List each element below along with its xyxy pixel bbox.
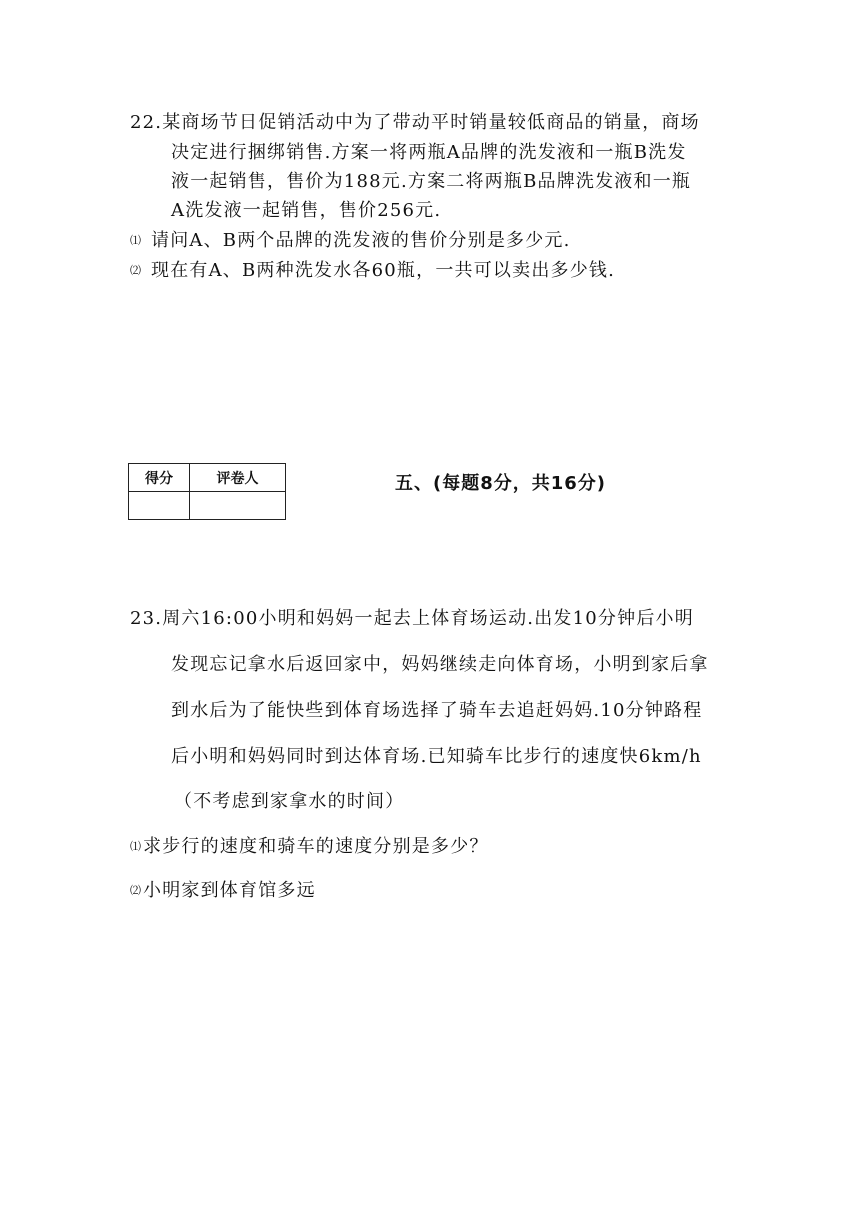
q22-line-3: 液一起销售，售价为188元.方案二将两瓶B品牌洗发液和一瓶	[171, 171, 692, 192]
q23-line-4: 后小明和妈妈同时到达体育场.已知骑车比步行的速度快6km/h	[171, 746, 702, 767]
q23-part-2-marker: ⑵	[130, 884, 141, 897]
q22-part-1-text: 请问A、B两个品牌的洗发液的售价分别是多少元.	[151, 230, 571, 251]
score-header: 得分	[129, 464, 190, 492]
q23-line-1: 23.周六16:00小明和妈妈一起去上体育场运动.出发10分钟后小明	[130, 608, 694, 629]
q22-line-1: 22.某商场节日促销活动中为了带动平时销量较低商品的销量，商场	[130, 112, 700, 133]
q23-part-2	[130, 876, 316, 902]
grader-header: 评卷人	[190, 464, 286, 492]
q22-part-2	[130, 256, 615, 282]
q23-part-1-marker: ⑴	[130, 840, 141, 853]
section-title: 五、(每题8分，共16分)	[395, 473, 607, 494]
q22-part-2-text: 现在有A、B两种洗发水各60瓶，一共可以卖出多少钱.	[151, 260, 616, 281]
q23-part-2-text: 小明家到体育馆多远	[143, 880, 316, 901]
q23-line-2: 发现忘记拿水后返回家中，妈妈继续走向体育场，小明到家后拿	[171, 654, 709, 675]
q22-part-2-marker: ⑵	[130, 264, 141, 277]
score-cell[interactable]	[129, 492, 190, 520]
q23-line-3: 到水后为了能快些到体育场选择了骑车去追赶妈妈.10分钟路程	[171, 700, 703, 721]
score-table	[128, 463, 286, 520]
q22-line-2: 决定进行捆绑销售.方案一将两瓶A品牌的洗发液和一瓶B洗发	[171, 142, 687, 163]
q23-part-1-text: 求步行的速度和骑车的速度分别是多少？	[143, 836, 489, 857]
q22-part-1	[130, 226, 571, 252]
q22-line-4: A洗发液一起销售，售价256元.	[171, 200, 442, 221]
q22-part-1-marker: ⑴	[130, 234, 141, 247]
grader-cell[interactable]	[190, 492, 286, 520]
q23-part-1	[130, 832, 489, 858]
q23-line-5: （不考虑到家拿水的时间）	[174, 791, 405, 812]
